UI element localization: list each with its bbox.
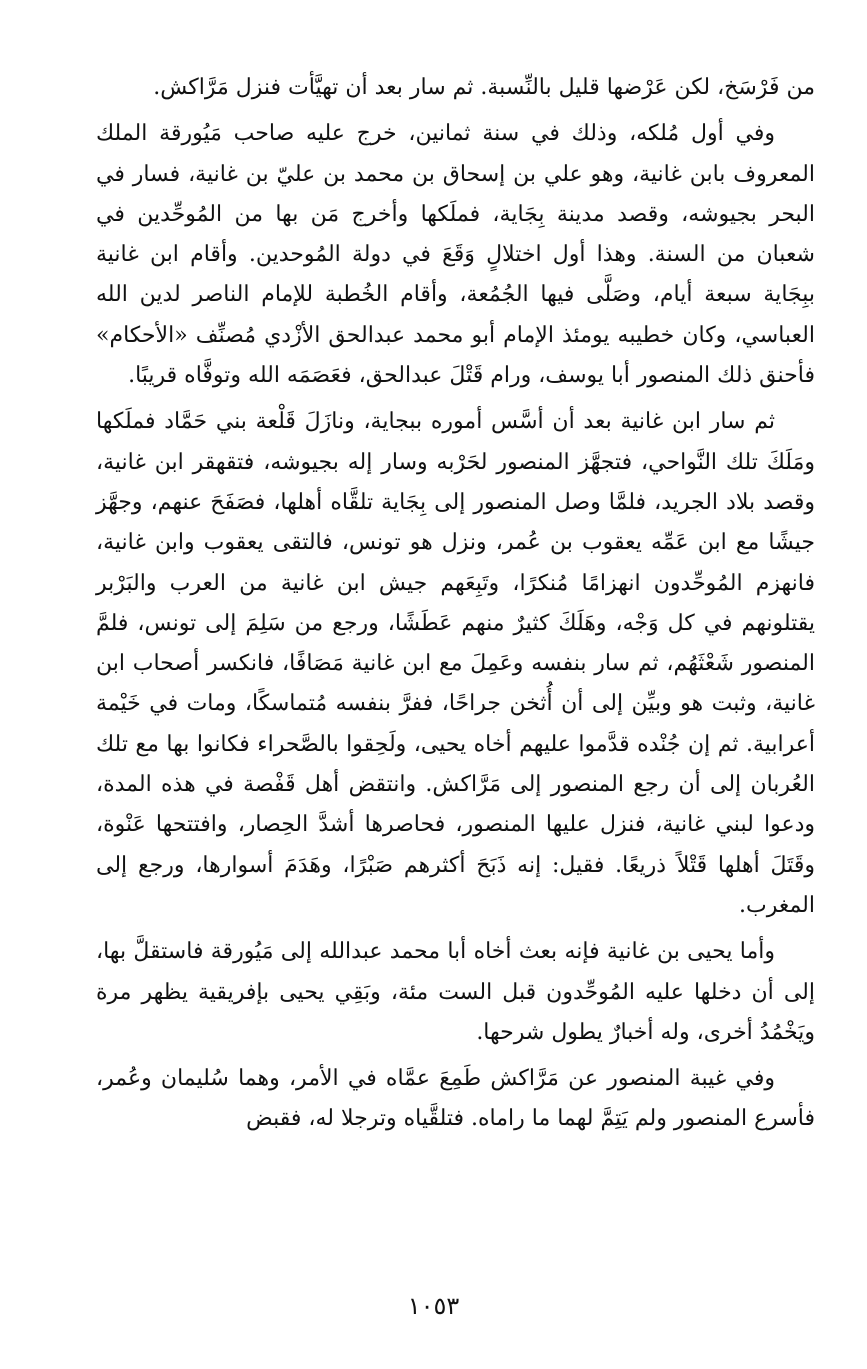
paragraph-2: وفي أول مُلكه، وذلك في سنة ثمانين، خرج عليه صاحب مَيُورقة الملك المعروف بابن غانية، وهو علي بن إسحاق بن محمد بن عليّ بن غانية، فسار في البحر بجيوشه، وقصد مدينة بِجَاية، فملَكها وأخرج مَن بها من المُوحِّدين في شعبان من السنة. وهذا أول اختلالٍ وَقَعَ في دولة المُوحدين. وأقام ابن غانية ببِجَاية سبعة أيام، وصَلَّى فيها الجُمُعة، وأقام الخُطبة للإمام الناصر لدين الله العباسي، وكان خطيبه يومئذ الإمام أبو محمد عبدالحق الأزْدي مُصنِّف «الأحكام» فأحنق ذلك المنصور أبا يوسف، ورام قَتْلَ عبدالحق، فعَصَمَه الله وتوفَّاه قريبًا.	[96, 121, 815, 389]
paragraph-1: من فَرْسَخ، لكن عَرْضها قليل بالنِّسبة. ثم سار بعد أن تهيَّأت فنزل مَرَّاكش.	[153, 75, 815, 100]
paragraph-5: وفي غيبة المنصور عن مَرَّاكش طَمِعَ عمَّاه في الأمر، وهما سُليمان وعُمر، فأسرع المنصور ولم يَتِمَّ لهما ما راماه. فتلقَّياه وترجلا له، فقبض	[96, 1066, 815, 1132]
page-number: ١٠٥٣	[407, 1292, 460, 1320]
paragraph-3: ثم سار ابن غانية بعد أن أسَّس أموره ببجاية، ونازَلَ قَلْعة بني حَمَّاد فملَكها ومَلَكَ تلك النَّواحي، فتجهَّز المنصور لحَرْبه وسار إله بجيوشه، فتقهقر ابن غانية، وقصد بلاد الجريد، فلمَّا وصل المنصور إلى بِجَاية تلقَّاه أهلها، فصَفَحَ عنهم، وجهَّز جيشًا مع ابن عَمِّه يعقوب بن عُمر، ونزل هو تونس، فالتقى يعقوب وابن غانية، فانهزم المُوحِّدون انهزامًا مُنكرًا، وتَبِعَهم جيش ابن غانية من العرب والبَرْبر يقتلونهم في كل وَجْه، وهَلَكَ كثيرٌ منهم عَطَشًا، ورجع من سَلِمَ إلى تونس، فلمَّ المنصور شَعْثَهُم، ثم سار بنفسه وعَمِلَ مع ابن غانية مَصَافًا، فانكسر أصحاب ابن غانية، وثبت هو وبيِّن إلى أن أُثخن جراحًا، ففرَّ بنفسه مُتماسكًا، ومات في خَيْمة أعرابية. ثم إن جُنْده قدَّموا عليهم أخاه يحيى، ولَحِقوا بالصَّحراء فكانوا بها مع تلك العُربان إلى أن رجع المنصور إلى مَرَّاكش. وانتقض أهل قَفْصة في هذه المدة، ودعوا لبني غانية، فنزل عليها المنصور، فحاصرها أشدَّ الحِصار، وافتتحها عَنْوة، وقَتَلَ أهلها قَتْلاً ذريعًا. فقيل: إنه ذَبَحَ أكثرهم صَبْرًا، وهَدَمَ أسوارها، ورجع إلى المغرب.	[96, 409, 815, 918]
paragraph-4: وأما يحيى بن غانية فإنه بعث أخاه أبا محمد عبدالله إلى مَيُورقة فاستقلَّ بها، إلى أن دخلها عليه المُوحِّدون قبل الست مئة، وبَقِي يحيى بإفريقية يظهر مرة ويَخْمُدُ أخرى، وله أخبارٌ يطول شرحها.	[96, 939, 815, 1045]
